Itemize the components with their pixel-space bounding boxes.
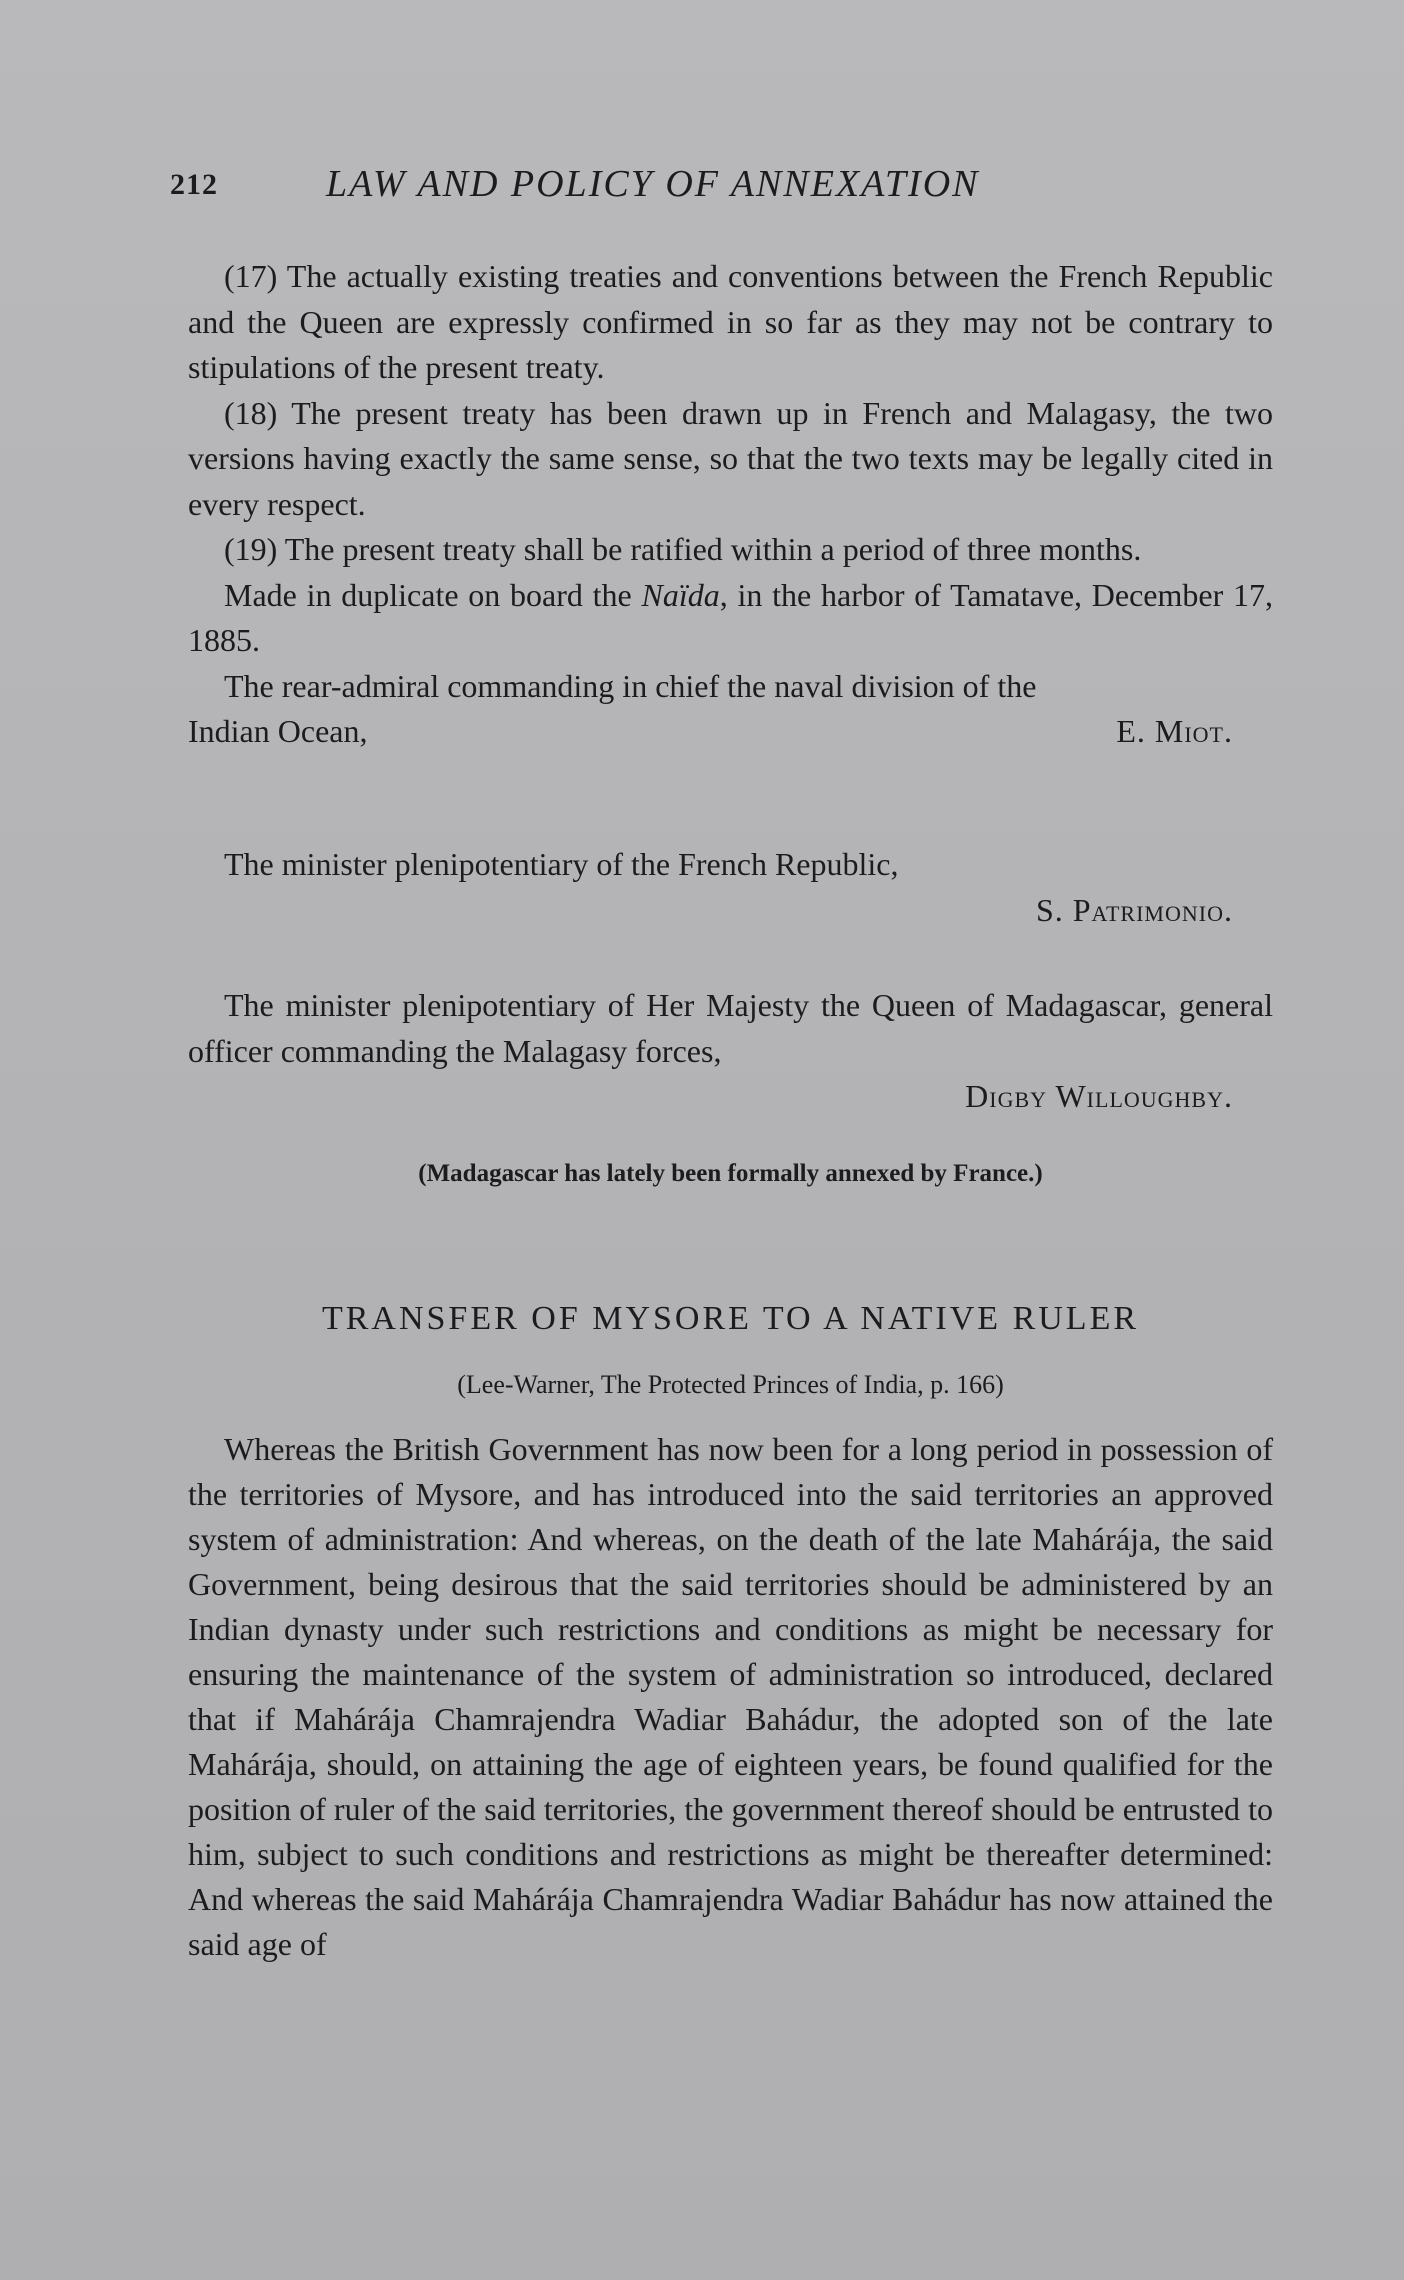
signatory-1-title-line2: Indian Ocean,: [188, 713, 368, 749]
signatory-3-name: Digby Willoughby.: [965, 1078, 1233, 1114]
page-header: [170, 162, 1270, 206]
page-number: 212: [170, 168, 218, 201]
signatory-1-line: [188, 709, 1233, 755]
section-title: TRANSFER OF MYSORE TO A NATIVE RULER: [321, 1300, 1140, 1337]
made-suffix: , in the harbor of Tamatave, December 17, 1885.: [188, 576, 1274, 658]
signatory-3-block: [188, 983, 1273, 1120]
article-19: (19) The present treaty shall be ratified within a period of three months.: [224, 531, 1142, 567]
signatory-1-name: E. Miot.: [1116, 713, 1233, 749]
annexation-note: (Madagascar has lately been formally annexed by France.): [418, 1160, 1043, 1187]
section-source: (Lee-Warner, The Protected Princes of India, p. 166): [457, 1370, 1004, 1399]
mysore-text: Whereas the British Government has now been for a long period in possession of the territories of Mysore, and has introduced into the said territories an approved system of administration: And whereas, on the death of the late Mahárája, the said Government, being desirous that the said territories should be administered by an Indian dynasty under such restrictions and conditions as might be necessary for ensuring the maintenance of the system of administration so introduced, declared that if Mahárája Chamrajendra Wadiar Bahádur, the adopted son of the late Mahárája, should, on attaining the age of eighteen years, be found qualified for the position of ruler of the said territories, the government thereof should be entrusted to him, subject to such conditions and restrictions as might be thereafter determined: And whereas the said Mahárája Chamrajendra Wadiar Bahádur has now attained the said age of: [188, 1431, 1273, 1962]
running-title: LAW AND POLICY OF ANNEXATION: [326, 163, 980, 205]
signatory-2-title: The minister plenipotentiary of the French Republic,: [224, 846, 899, 882]
treaty-articles: [188, 254, 1273, 755]
made-prefix: Made in duplicate on board the: [224, 576, 642, 613]
made-in-duplicate: [188, 573, 1273, 664]
article-18: (18) The present treaty has been drawn up in French and Malagasy, the two versions having exactly the same sense, so that the two texts may be legally cited in every respect.: [188, 394, 1273, 522]
signatory-1-title-line1: The rear-admiral commanding in chief the naval division of the: [224, 667, 1037, 704]
ship-name: Naïda: [641, 576, 720, 613]
signatory-2-name: S. Patrimonio.: [1035, 891, 1233, 928]
signatory-3-title: The minister plenipotentiary of Her Majesty the Queen of Madagascar, general officer commanding the Malagasy forces,: [188, 987, 1273, 1069]
article-17: (17) The actually existing treaties and conventions between the French Republic and the Queen are expressly confirmed in so far as they may not be contrary to stipulations of the present treaty.: [188, 258, 1273, 385]
signatory-2-block: [188, 842, 1273, 933]
